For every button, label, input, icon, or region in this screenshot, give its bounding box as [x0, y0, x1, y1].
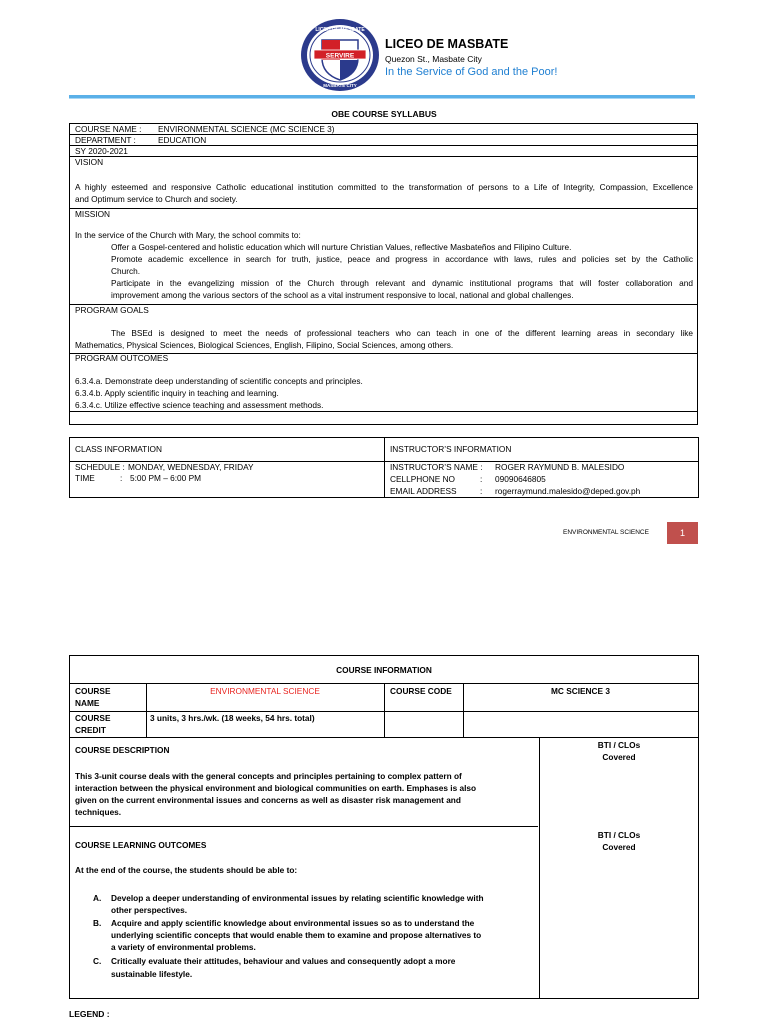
course-credit-label-1: COURSE [75, 713, 111, 723]
program-outcome-item: 6.3.4.a. Demonstrate deep understanding of scientific concepts and principles. [75, 376, 363, 386]
course-code-label: COURSE CODE [390, 686, 452, 696]
email-label: EMAIL ADDRESS [390, 486, 457, 496]
course-description-line: interaction between the physical environment and biological communities on earth. Emphases is also [75, 783, 477, 793]
legend-label: LEGEND : [69, 1009, 110, 1019]
course-description-line: This 3-unit course deals with the general concepts and principles pertaining to complex pattern of [75, 771, 462, 781]
email-colon: : [480, 486, 483, 496]
instructor-name-value: ROGER RAYMUND B. MALESIDO [495, 462, 625, 472]
class-instructor-table [69, 437, 699, 498]
time-value: 5:00 PM – 6:00 PM [130, 473, 202, 483]
course-credit-value: 3 units, 3 hrs./wk. (18 weeks, 54 hrs. total) [150, 713, 315, 723]
program-outcome-item: 6.3.4.b. Apply scientific inquiry in teaching and learning. [75, 388, 279, 398]
course-description-label: COURSE DESCRIPTION [75, 745, 170, 755]
logo-banner-text: SERVIRE [325, 52, 355, 60]
program-outcomes-label: PROGRAM OUTCOMES [75, 353, 169, 363]
mission-label: MISSION [75, 209, 111, 219]
program-goals-line2: Mathematics, Physical Sciences, Biological Sciences, English, Filipino, Social Sciences, among others. [75, 340, 454, 350]
logo-top-text: LICEO DE MASBATE [315, 27, 365, 33]
outcomes-intro: At the end of the course, the students should be able to: [75, 865, 298, 875]
time-colon: : [120, 473, 123, 483]
bti-clos-label: BTI / CLOs [597, 830, 641, 840]
program-outcome-item: 6.3.4.c. Utilize effective science teaching and assessment methods. [75, 400, 324, 410]
schedule-value: MONDAY, WEDNESDAY, FRIDAY [128, 462, 254, 472]
course-name-label: COURSE NAME : [75, 124, 142, 134]
bti-covered-label: Covered [602, 842, 636, 852]
instructor-name-label: INSTRUCTOR’S NAME : [390, 462, 483, 472]
mission-intro: In the service of the Church with Mary, the school commits to: [75, 230, 301, 240]
school-motto: In the Service of God and the Poor! [385, 66, 558, 78]
schedule-label: SCHEDULE : [75, 462, 125, 472]
outcome-line: a variety of environmental problems. [111, 942, 256, 952]
cellphone-label: CELLPHONE NO [390, 474, 456, 484]
bti-clos-label: BTI / CLOs [597, 740, 641, 750]
school-year: SY 2020-2021 [75, 146, 128, 156]
program-goals-line1: The BSEd is designed to meet the needs of professional teachers who can teach in one of the different learning areas in secondary like [111, 328, 693, 338]
mission-item-2-line2: Church. [111, 266, 141, 276]
course-credit-label-2: CREDIT [75, 725, 106, 735]
outcome-letter: C. [93, 956, 102, 966]
course-description-line: techniques. [75, 807, 122, 817]
bti-covered-label: Covered [602, 752, 636, 762]
course-information-table [69, 655, 699, 999]
footer-course-label: ENVIRONMENTAL SCIENCE [563, 529, 649, 536]
outcome-letter: B. [93, 918, 102, 928]
vision-label: VISION [75, 157, 104, 167]
school-name: LICEO DE MASBATE [385, 37, 509, 51]
outcome-line: other perspectives. [111, 905, 188, 915]
vision-text-line2: and Optimum service to Church and society. [75, 194, 238, 204]
school-address: Quezon St., Masbate City [385, 54, 482, 64]
time-label: TIME [75, 473, 95, 483]
logo-bottom-text: MASBATE CITY [323, 83, 357, 88]
outcome-line: Develop a deeper understanding of environmental issues by relating scientific knowledge with [111, 893, 484, 903]
course-description-line: given on the current environmental issues and concerns as well as disaster risk management and [75, 795, 461, 805]
instructor-info-header: INSTRUCTOR’S INFORMATION [390, 444, 512, 454]
department-label: DEPARTMENT : [75, 135, 136, 145]
vision-text-line1: A highly esteemed and responsive Catholic educational institution committed to the transformation of persons to a Life of Integrity, Compassion, Excellence [75, 182, 693, 192]
outcome-line: sustainable lifestyle. [111, 969, 193, 979]
mission-item-3-line2: improvement among the various sectors of the school as a vital instrument responsive to local, national and global challenges. [111, 290, 574, 300]
school-logo [300, 18, 380, 92]
syllabus-title: OBE COURSE SYLLABUS [331, 109, 437, 119]
course-name-value: ENVIRONMENTAL SCIENCE [210, 686, 320, 696]
mission-item-1: Offer a Gospel-centered and holistic education which will nurture Christian Values, reflective Masbateños and Filipino Culture. [111, 242, 572, 252]
outcome-line: underlying scientific concepts that would enable them to examine and propose alternatives to [111, 930, 482, 940]
header-divider [69, 95, 695, 99]
course-name-label-1: COURSE [75, 686, 111, 696]
cellphone-colon: : [480, 474, 483, 484]
class-info-header: CLASS INFORMATION [75, 444, 162, 454]
syllabus-info-table [69, 123, 698, 425]
cellphone-value: 09090646805 [495, 474, 546, 484]
course-info-header: COURSE INFORMATION [336, 665, 432, 675]
program-goals-label: PROGRAM GOALS [75, 305, 149, 315]
mission-item-3-line1: Participate in the evangelizing mission of the Church through relevant and dynamic institutional programs that will foster collaboration and [111, 278, 693, 288]
page-number-badge: 1 [667, 522, 698, 544]
outcome-line: Critically evaluate their attitudes, behaviour and values and consequently adopt a more [111, 956, 456, 966]
course-name-value: ENVIRONMENTAL SCIENCE (MC SCIENCE 3) [158, 124, 335, 134]
course-code-value: MC SCIENCE 3 [550, 686, 610, 696]
email-value: rogerraymund.malesido@deped.gov.ph [495, 486, 641, 496]
outcome-letter: A. [93, 893, 102, 903]
department-value: EDUCATION [158, 135, 207, 145]
course-learning-outcomes-label: COURSE LEARNING OUTCOMES [75, 840, 207, 850]
outcome-line: Acquire and apply scientific knowledge about environmental issues so as to understand the [111, 918, 475, 928]
mission-item-2-line1: Promote academic excellence in search for truth, justice, peace and progress in accordance with laws, rules and policies set by the Catholic [111, 254, 693, 264]
course-name-label-2: NAME [75, 698, 100, 708]
